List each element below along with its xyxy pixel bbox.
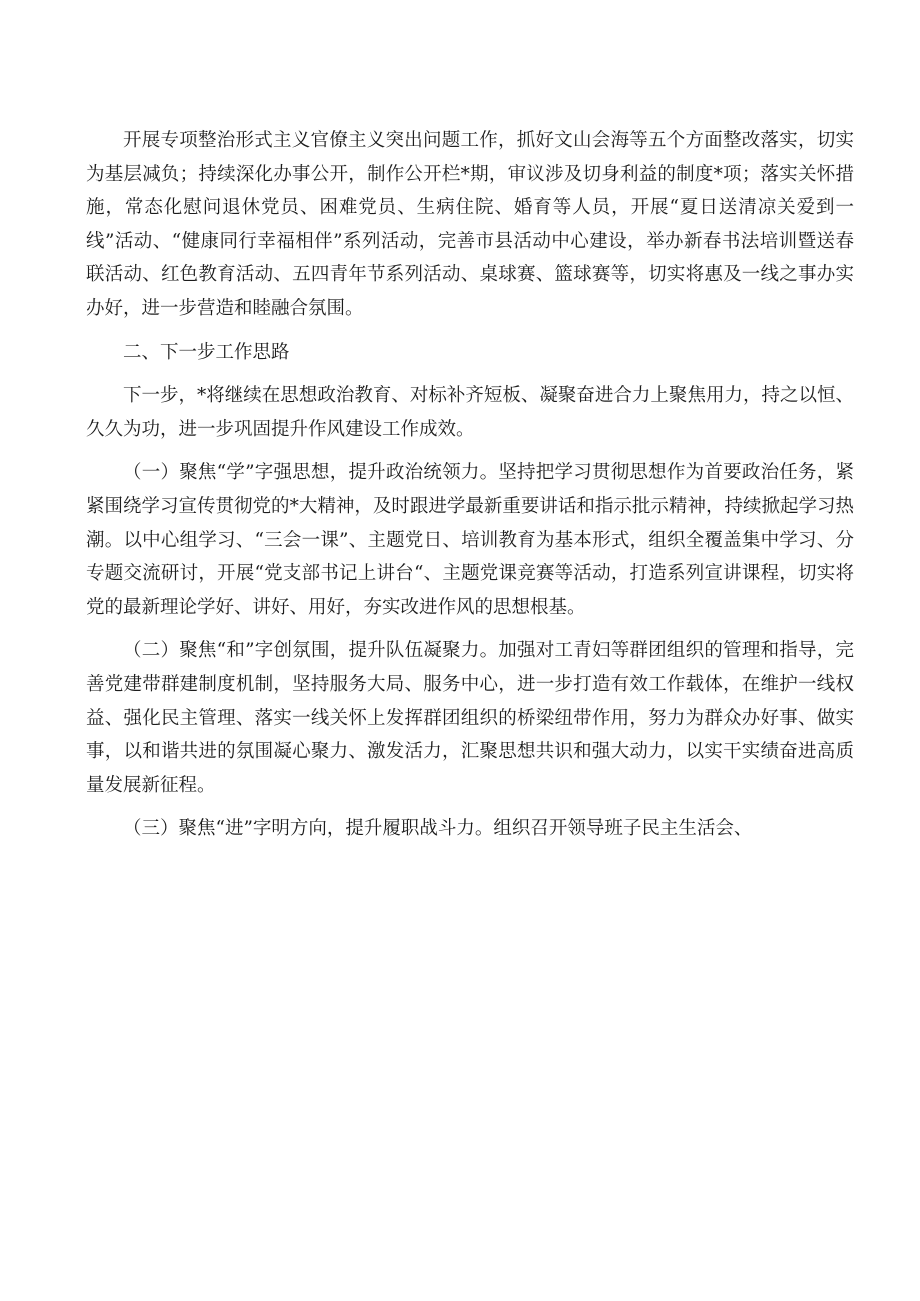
paragraph-reduce-burden: 开展专项整治形式主义官僚主义突出问题工作，抓好文山会海等五个方面整改落实，切实为基层减负；持续深化办事公开，制作公开栏*期，审议涉及切身利益的制度*项；落实关怀措施，常态化慰问退休党员、困难党员、生病住院、婚育等人员，开展“夏日送清凉关爱到一线”活动、“健康同行幸福相伴”系列活动，完善市县活动中心建设，举办新春书法培训暨送春联活动、红色教育活动、五四青年节系列活动、桌球赛、篮球赛等，切实将惠及一线之事办实办好，进一步营造和睦融合氛围。 (86, 130, 854, 319)
paragraph-focus-study: （一）聚焦“学”字强思想，提升政治统领力。坚持把学习贯彻思想作为首要政治任务，紧紧围绕学习宣传贯彻党的*大精神，及时跟进学最新重要讲话和指示批示精神，持续掀起学习热潮。以中心组学习、“三会一课”、主题党日、培训教育为基本形式，组织全覆盖集中学习、分专题交流研讨，开展“党支部书记上讲台“、主题党课竞赛等活动，打造系列宣讲课程，切实将党的最新理论学好、讲好、用好，夯实改进作风的思想根基。 (86, 462, 854, 618)
section-heading-next-steps: 二、下一步工作思路 (123, 341, 290, 363)
paragraph-focus-harmony: （二）聚焦“和”字创氛围，提升队伍凝聚力。加强对工青妇等群团组织的管理和指导，完善党建带群建制度机制，坚持服务大局、服务中心，进一步打造有效工作载体，在维护一线权益、强化民主管理、落实一线关怀上发挥群团组织的桥梁纽带作用，努力为群众办好事、做实事，以和谐共进的氛围凝心聚力、激发活力，汇聚思想共识和强大动力，以实干实绩奋进高质量发展新征程。 (86, 640, 854, 796)
document-body (86, 124, 854, 846)
paragraph-focus-progress: （三）聚焦“进”字明方向，提升履职战斗力。组织召开领导班子民主生活会、 (123, 818, 753, 840)
paragraph-next-step-intro: 下一步，*将继续在思想政治教育、对标补齐短板、凝聚奋进合力上聚焦用力，持之以恒、久久为功，进一步巩固提升作风建设工作成效。 (86, 385, 854, 440)
